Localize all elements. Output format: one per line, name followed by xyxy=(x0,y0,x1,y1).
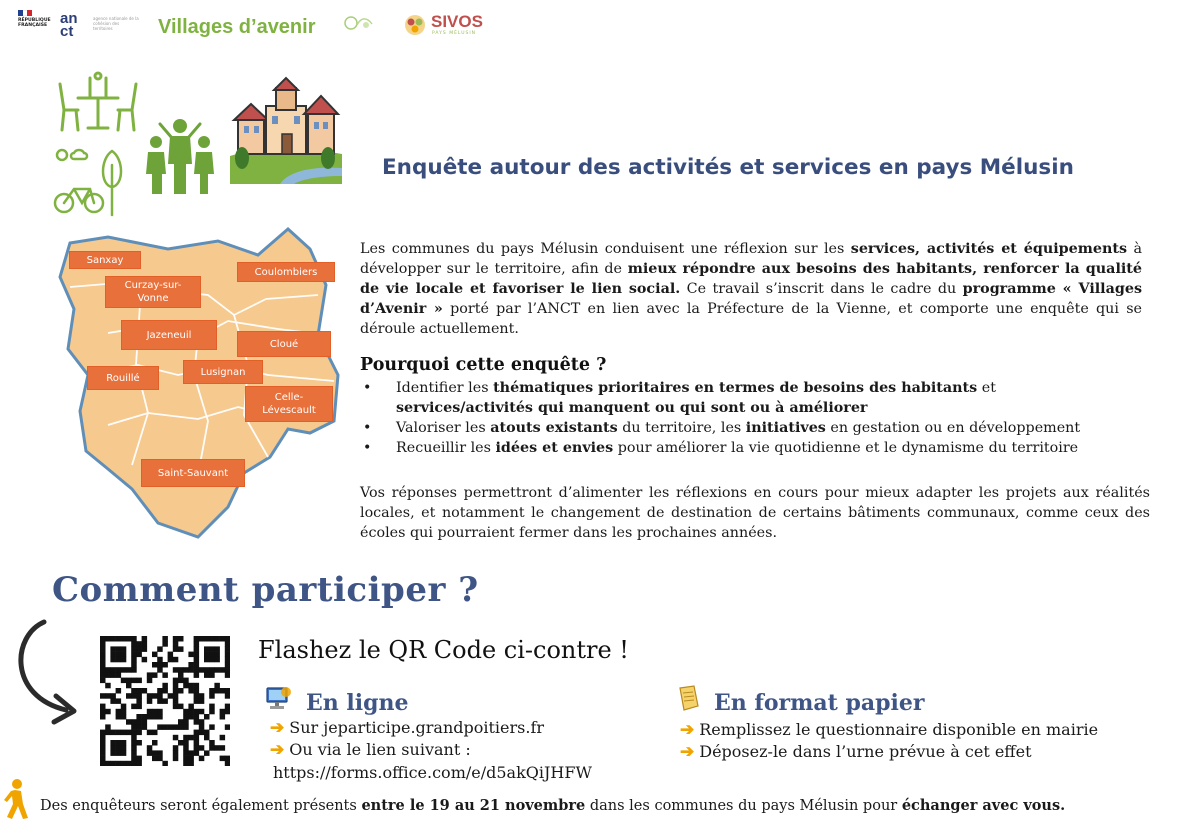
online-line-2: ➔ Ou via le lien suivant : xyxy=(270,740,471,760)
commune-label: Sanxay xyxy=(70,252,140,268)
commune-label: Cloué xyxy=(238,332,330,356)
commune-label: Curzay-sur-Vonne xyxy=(106,277,200,307)
anct-subtitle: agence nationale de la cohésion des territoires xyxy=(93,16,139,31)
walker-icon xyxy=(2,778,32,822)
table-icon xyxy=(52,70,142,132)
commune-label: Jazeneuil xyxy=(122,321,216,349)
online-line-1: ➔ Sur jeparticipe.grandpoitiers.fr xyxy=(270,718,545,738)
footer-note: Des enquêteurs seront également présents entre le 19 au 21 novembre dans les communes du pays Mélusin pour échanger avec vous. xyxy=(40,797,1066,814)
sivos-icon xyxy=(402,12,428,38)
arrow-icon: ➔ xyxy=(270,740,285,760)
list-item: • Identifier les thématiques prioritaires en termes de besoins des habitants et services/activités qui manquent ou qui sont ou à améliorer xyxy=(363,380,996,416)
leisure-icon xyxy=(52,145,128,217)
why-heading: Pourquoi cette enquête ? xyxy=(360,355,607,375)
survey-link[interactable]: https://forms.office.com/e/d5akQiJHFW xyxy=(273,763,592,782)
participate-heading: Comment participer ? xyxy=(52,570,479,610)
commune-label: Saint-Sauvant xyxy=(142,460,244,486)
villages-avenir-logo: Villages d’avenir xyxy=(158,16,316,38)
people-icon xyxy=(142,118,218,196)
commune-label: Rouillé xyxy=(88,367,158,389)
republique-francaise-logo: RÉPUBLIQUE FRANÇAISE xyxy=(18,10,54,40)
page-title: Enquête autour des activités et services en pays Mélusin xyxy=(382,155,1074,180)
why-list xyxy=(360,378,1160,458)
arrow-icon: ➔ xyxy=(680,720,695,740)
list-item: • Recueillir les idées et envies pour améliorer la vie quotidienne et le dynamisme du territoire xyxy=(363,440,1079,456)
intro-paragraph: Les communes du pays Mélusin conduisent une réflexion sur les services, activités et équipements à développer sur le territoire, afin de mieux répondre aux besoins des habitants, renforcer la qualité de vie locale et favoriser le lien social. Ce travail s’inscrit dans le cadre du programme « Villages d’Avenir » porté par l’ANCT en lien avec la Préfecture de la Vienne, et comporte une enquête qui se déroule actuellement. xyxy=(360,241,1143,337)
online-title: En ligne xyxy=(306,690,409,716)
small-green-logo xyxy=(342,13,376,33)
arrow-icon: ➔ xyxy=(680,742,695,762)
paper-icon xyxy=(676,684,702,712)
computer-icon xyxy=(264,686,292,712)
sivos-logo: SIVOS xyxy=(431,12,483,31)
commune-label: Celle-Lévescault xyxy=(246,387,332,421)
paper-line-1: ➔ Remplissez le questionnaire disponible en mairie xyxy=(680,720,1099,740)
arrow-icon: ➔ xyxy=(270,718,285,738)
list-item: • Valoriser les atouts existants du territoire, les initiatives en gestation ou en développement xyxy=(363,420,1081,436)
qr-code[interactable] xyxy=(100,636,230,766)
sivos-subtitle: PAYS MÉLUSIN xyxy=(432,31,477,36)
village-icon xyxy=(230,76,342,184)
outro-paragraph: Vos réponses permettront d’alimenter les réflexions en cours pour mieux adapter les projets aux réalités locales, et notamment le changement de destination de certains bâtiments communaux, comme ceux des écoles qui pourraient fermer dans les prochaines années. xyxy=(360,485,1150,541)
communes-map xyxy=(48,225,348,545)
commune-label: Coulombiers xyxy=(238,263,334,281)
flash-instruction: Flashez le QR Code ci-contre ! xyxy=(258,636,629,664)
paper-title: En format papier xyxy=(714,690,925,716)
anct-logo: an ct xyxy=(60,10,78,40)
paper-line-2: ➔ Déposez-le dans l’urne prévue à cet effet xyxy=(680,742,1032,762)
commune-label: Lusignan xyxy=(184,361,262,383)
curved-arrow-icon xyxy=(8,616,88,726)
